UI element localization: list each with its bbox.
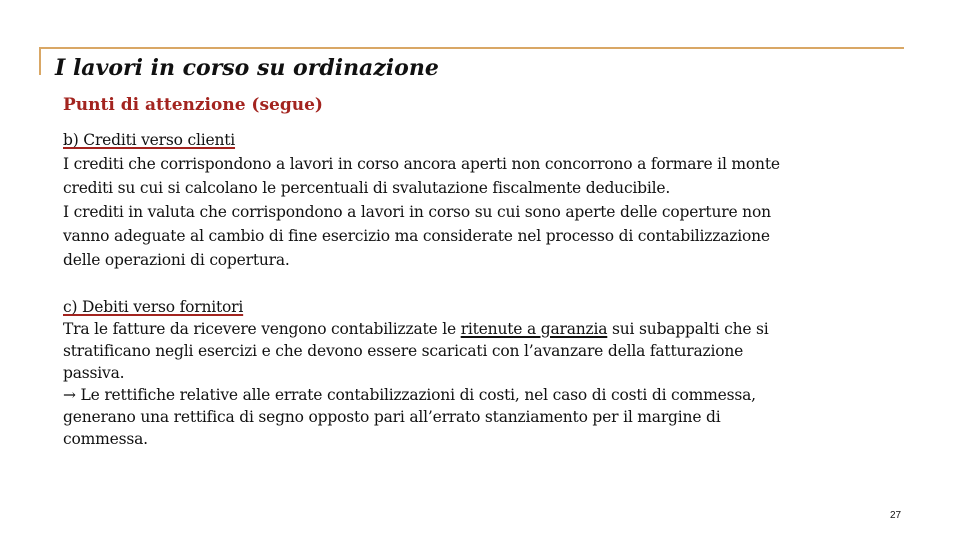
slide-subtitle: Punti di attenzione (segue): [63, 95, 323, 115]
section-c-text: sui subappalti che si: [607, 320, 769, 338]
section-debiti-verso-fornitori: [63, 296, 903, 450]
section-b-line: vanno adeguate al cambio di fine esercizio ma considerate nel processo di contabilizzazione: [63, 227, 770, 245]
section-b-line: I crediti che corrispondono a lavori in corso ancora aperti non concorrono a formare il monte: [63, 155, 780, 173]
section-c-line: [63, 318, 903, 340]
slide-title: I lavori in corso su ordinazione: [55, 55, 439, 81]
section-b-line: I crediti in valuta che corrispondono a lavori in corso su cui sono aperte delle coperture non: [63, 203, 771, 221]
section-c-line: stratificano negli esercizi e che devono essere scaricati con l’avanzare della fatturazione: [63, 342, 744, 360]
section-c-text: Tra le fatture da ricevere vengono contabilizzate le: [63, 320, 461, 338]
frame-top-rule: [39, 47, 904, 49]
section-b-line: delle operazioni di copertura.: [63, 251, 290, 269]
section-c-line: commessa.: [63, 430, 148, 448]
section-c-heading: c) Debiti verso fornitori: [63, 298, 244, 316]
arrow-right-icon: →: [63, 386, 76, 404]
section-b-heading: b) Crediti verso clienti: [63, 131, 236, 149]
section-c-line: generano una rettifica di segno opposto pari all’errato stanziamento per il margine di: [63, 408, 721, 426]
ritenute-a-garanzia-term: ritenute a garanzia: [460, 320, 608, 338]
section-c-line: passiva.: [63, 364, 125, 382]
section-c-text: Le rettifiche relative alle errate contabilizzazioni di costi, nel caso di costi di commessa,: [75, 386, 756, 404]
page-number: 27: [890, 510, 902, 521]
section-b-line: crediti su cui si calcolano le percentuali di svalutazione fiscalmente deducibile.: [63, 179, 671, 197]
section-crediti-verso-clienti: [63, 128, 903, 272]
section-c-line: [63, 384, 903, 406]
frame-left-rule: [39, 47, 41, 75]
